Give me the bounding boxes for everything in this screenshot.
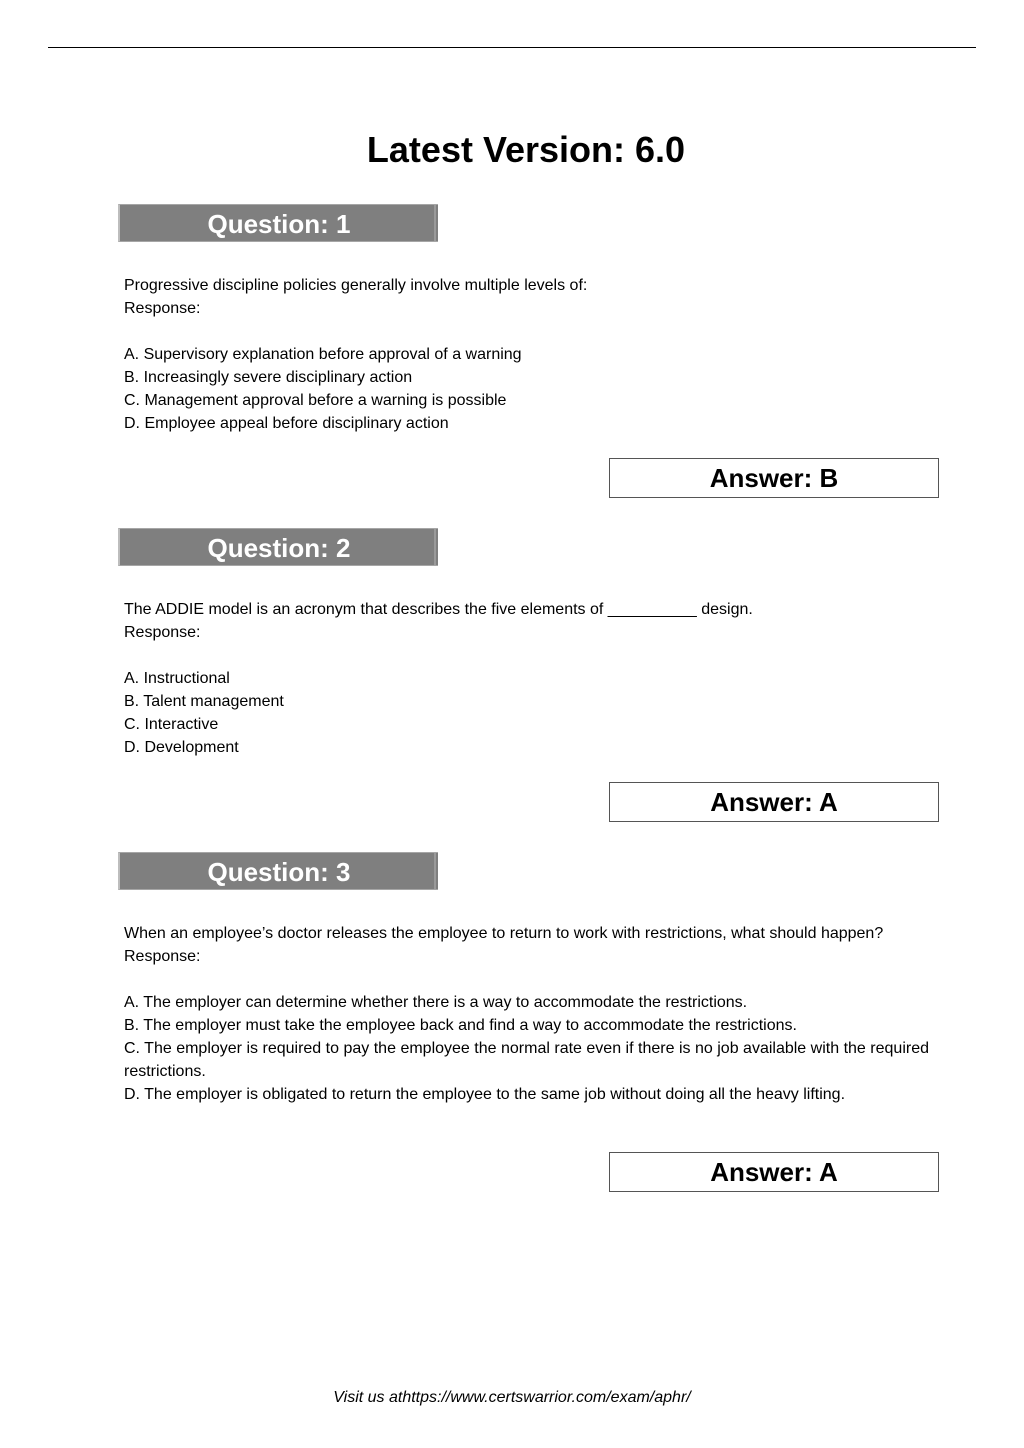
question-2-header-label: Question: 2 bbox=[207, 533, 351, 563]
question-1-option-b: B. Increasingly severe disciplinary action bbox=[124, 369, 413, 386]
page-title: Latest Version: 6.0 bbox=[366, 129, 686, 170]
question-1-answer: Answer: B bbox=[709, 463, 839, 493]
question-2-answer-box bbox=[609, 782, 939, 822]
question-1-response-label: Response: bbox=[124, 300, 201, 317]
question-1-option-a: A. Supervisory explanation before approval of a warning bbox=[124, 346, 522, 363]
question-2-header bbox=[118, 528, 438, 566]
question-3-prompt: When an employee’s doctor releases the employee to return to work with restrictions, what should happen? bbox=[124, 925, 884, 942]
question-3-option-c: C. The employer is required to pay the employee the normal rate even if there is no job available with the required restrictions. bbox=[124, 1040, 929, 1080]
question-2-answer: Answer: A bbox=[710, 787, 838, 817]
question-1-body bbox=[124, 274, 929, 435]
question-3-header-label: Question: 3 bbox=[207, 857, 351, 887]
question-3-response-label: Response: bbox=[124, 948, 201, 965]
question-3-option-a: A. The employer can determine whether there is a way to accommodate the restrictions. bbox=[124, 994, 748, 1011]
question-3-answer: Answer: A bbox=[710, 1157, 838, 1187]
question-1-option-c: C. Management approval before a warning is possible bbox=[124, 392, 507, 409]
question-2-body bbox=[124, 598, 929, 759]
question-1-option-d: D. Employee appeal before disciplinary action bbox=[124, 415, 449, 432]
question-2-option-d: D. Development bbox=[124, 739, 239, 756]
question-2-prompt: The ADDIE model is an acronym that describes the five elements of __________ design. bbox=[124, 601, 753, 618]
question-1-header-label: Question: 1 bbox=[207, 209, 351, 239]
question-3-answer-box bbox=[609, 1152, 939, 1192]
question-1-header bbox=[118, 204, 438, 242]
question-3-body bbox=[124, 922, 929, 1106]
question-3-option-b: B. The employer must take the employee back and find a way to accommodate the restrictions. bbox=[124, 1017, 797, 1034]
footer-link[interactable]: Visit us athttps://www.certswarrior.com/exam/aphr/ bbox=[333, 1389, 691, 1406]
question-1-answer-box bbox=[609, 458, 939, 498]
question-2-response-label: Response: bbox=[124, 624, 201, 641]
question-3-option-d: D. The employer is obligated to return the employee to the same job without doing all the heavy lifting. bbox=[124, 1086, 846, 1103]
question-2-option-c: C. Interactive bbox=[124, 716, 219, 733]
question-2-option-b: B. Talent management bbox=[124, 693, 284, 710]
top-rule bbox=[48, 47, 976, 48]
question-2-option-a: A. Instructional bbox=[124, 670, 230, 687]
question-3-header bbox=[118, 852, 438, 890]
question-1-prompt: Progressive discipline policies generally involve multiple levels of: bbox=[124, 277, 588, 294]
